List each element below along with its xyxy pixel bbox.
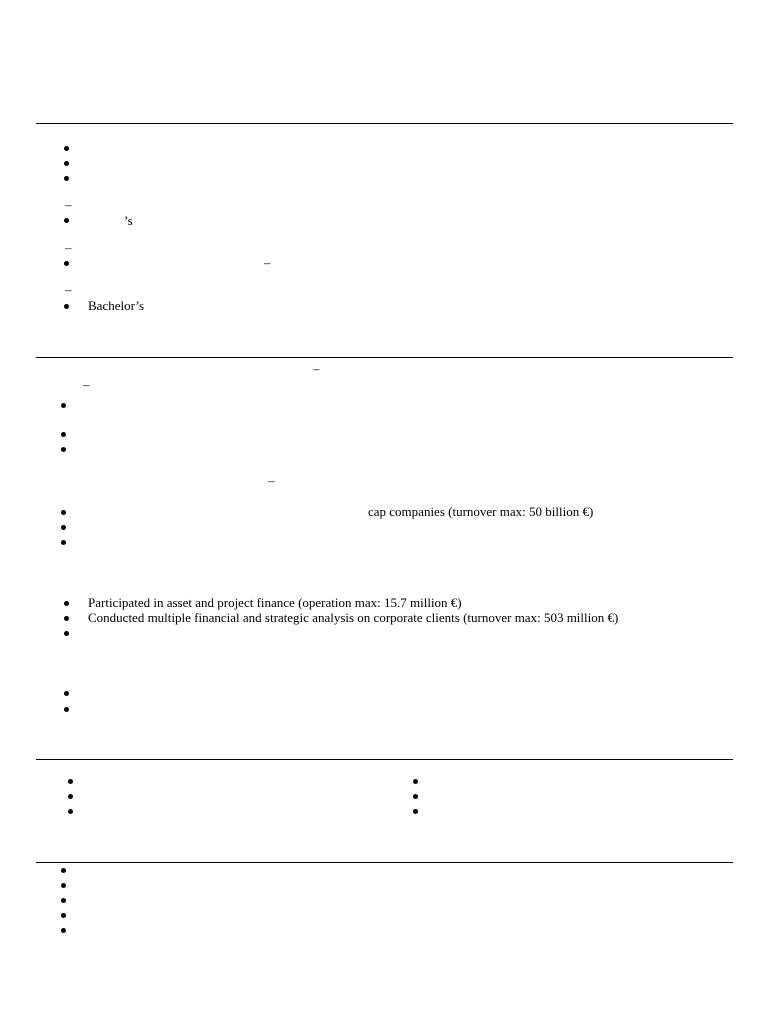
bullet-icon <box>64 261 69 266</box>
bullet-icon <box>61 868 66 873</box>
bullet-icon <box>413 809 418 814</box>
bullet-icon <box>61 403 66 408</box>
bullet-icon <box>64 691 69 696</box>
bullet-icon <box>68 794 73 799</box>
bullet-icon <box>68 779 73 784</box>
bullet-icon <box>61 525 66 530</box>
section-divider-4 <box>36 862 733 863</box>
dash-mark: – <box>65 197 72 212</box>
experience-asset-project-finance: Participated in asset and project finance (operation max: 15.7 million €) <box>88 595 462 610</box>
bullet-icon <box>64 616 69 621</box>
experience-financial-analysis: Conducted multiple financial and strategic analysis on corporate clients (turnover max: 503 million €) <box>88 610 619 625</box>
bullet-icon <box>61 447 66 452</box>
bullet-icon <box>413 779 418 784</box>
bullet-icon <box>68 809 73 814</box>
dash-mark: – <box>65 282 72 297</box>
bullet-icon <box>64 304 69 309</box>
section-divider-2 <box>36 357 733 358</box>
experience-cap-companies: cap companies (turnover max: 50 billion €) <box>368 504 594 519</box>
bullet-icon <box>61 883 66 888</box>
bullet-icon <box>61 432 66 437</box>
dash-mark: – <box>65 240 72 255</box>
bullet-icon <box>64 631 69 636</box>
section-divider-1 <box>36 123 733 124</box>
section-divider-3 <box>36 759 733 760</box>
bullet-icon <box>61 540 66 545</box>
dash-mark: – <box>268 473 275 488</box>
bullet-icon <box>64 161 69 166</box>
bullet-icon <box>61 928 66 933</box>
bullet-icon <box>61 913 66 918</box>
dash-mark: – <box>264 255 271 270</box>
bullet-icon <box>64 601 69 606</box>
bullet-icon <box>61 510 66 515</box>
bullet-icon <box>64 176 69 181</box>
bullet-icon <box>64 146 69 151</box>
bullet-icon <box>61 898 66 903</box>
degree-bachelor: Bachelor’s <box>88 298 145 313</box>
bullet-icon <box>413 794 418 799</box>
dash-mark: – <box>313 361 320 376</box>
dash-mark: – <box>83 377 90 392</box>
bullet-icon <box>64 218 69 223</box>
possessive-suffix: ’s <box>124 213 133 228</box>
bullet-icon <box>64 707 69 712</box>
